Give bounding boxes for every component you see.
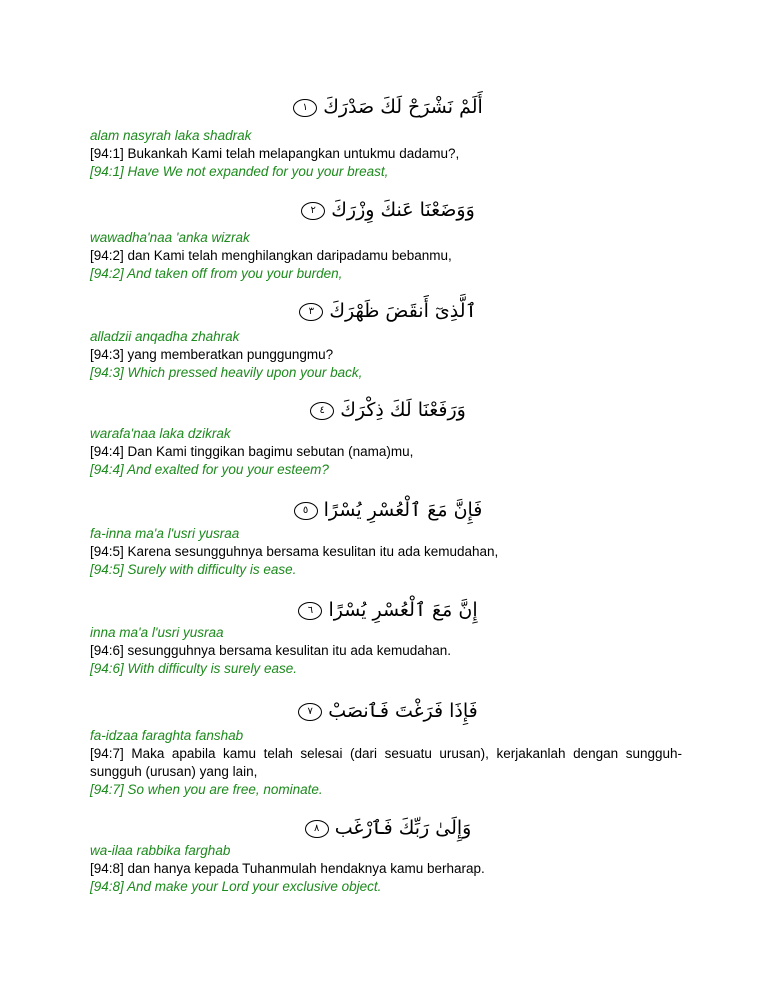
arabic-verse-words: ٱلَّذِىٓ أَنقَضَ ظَهْرَكَ [329,300,477,322]
verse-end-mark: ١ [293,99,317,117]
arabic-verse-text [90,495,682,525]
transliteration: wawadha'naa 'anka wizrak [90,230,250,245]
verse-end-mark: ٥ [294,502,318,520]
english-translation: [94:7] So when you are free, nominate. [90,782,323,797]
verse-end-mark: ٤ [310,402,334,420]
arabic-verse-text [90,813,682,843]
verse-end-mark: ٢ [301,202,325,220]
arabic-verse-words: إِنَّ مَعَ ٱلْعُسْرِ يُسْرًا [328,599,478,621]
english-translation: [94:8] And make your Lord your exclusive object. [90,879,382,894]
indonesian-translation: [94:5] Karena sesungguhnya bersama kesulitan itu ada kemudahan, [90,544,499,559]
english-translation: [94:2] And taken off from you your burden, [90,266,343,281]
arabic-verse-text [90,92,682,122]
arabic-verse-words: فَإِذَا فَرَغْتَ فَٱنصَبْ [328,700,478,722]
indonesian-translation: [94:7] Maka apabila kamu telah selesai (dari sesuatu urusan), kerjakanlah dengan sungguh-sungguh (urusan) yang lain, [90,746,682,779]
indonesian-translation: [94:8] dan hanya kepada Tuhanmulah hendaknya kamu berharap. [90,861,485,876]
english-translation: [94:5] Surely with difficulty is ease. [90,562,297,577]
transliteration: inna ma'a l'usri yusraa [90,625,224,640]
arabic-verse-text [90,395,682,425]
verse-end-mark: ٨ [305,820,329,838]
indonesian-translation: [94:4] Dan Kami tinggikan bagimu sebutan (nama)mu, [90,444,414,459]
indonesian-translation: [94:6] sesungguhnya bersama kesulitan itu ada kemudahan. [90,643,451,658]
english-translation: [94:6] With difficulty is surely ease. [90,661,297,676]
transliteration: fa-inna ma'a l'usri yusraa [90,526,240,541]
indonesian-translation: [94:3] yang memberatkan punggungmu? [90,347,334,362]
transliteration: alam nasyrah laka shadrak [90,128,252,143]
verse-end-mark: ٣ [299,303,323,321]
verse-end-mark: ٦ [298,602,322,620]
arabic-verse-text [90,296,682,326]
arabic-verse-words: أَلَمْ نَشْرَحْ لَكَ صَدْرَكَ [323,96,483,118]
arabic-verse-words: وَوَضَعْنَا عَنكَ وِزْرَكَ [331,199,475,221]
english-translation: [94:4] And exalted for you your esteem? [90,462,329,477]
arabic-verse-words: فَإِنَّ مَعَ ٱلْعُسْرِ يُسْرًا [323,499,483,521]
english-translation: [94:3] Which pressed heavily upon your back, [90,365,363,380]
arabic-verse-words: وَرَفَعْنَا لَكَ ذِكْرَكَ [340,399,466,421]
transliteration: wa-ilaa rabbika farghab [90,843,231,858]
indonesian-translation: [94:2] dan Kami telah menghilangkan daripadamu bebanmu, [90,248,452,263]
arabic-verse-words: وَإِلَىٰ رَبِّكَ فَٱرْغَب [334,817,472,839]
transliteration: fa-idzaa faraghta fanshab [90,728,244,743]
arabic-verse-text [90,195,682,225]
indonesian-translation: [94:1] Bukankah Kami telah melapangkan untukmu dadamu?, [90,146,460,161]
english-translation: [94:1] Have We not expanded for you your breast, [90,164,389,179]
transliteration: warafa'naa laka dzikrak [90,426,231,441]
arabic-verse-text [90,696,682,726]
arabic-verse-text [90,595,682,625]
verse-end-mark: ٧ [298,703,322,721]
transliteration: alladzii anqadha zhahrak [90,329,240,344]
